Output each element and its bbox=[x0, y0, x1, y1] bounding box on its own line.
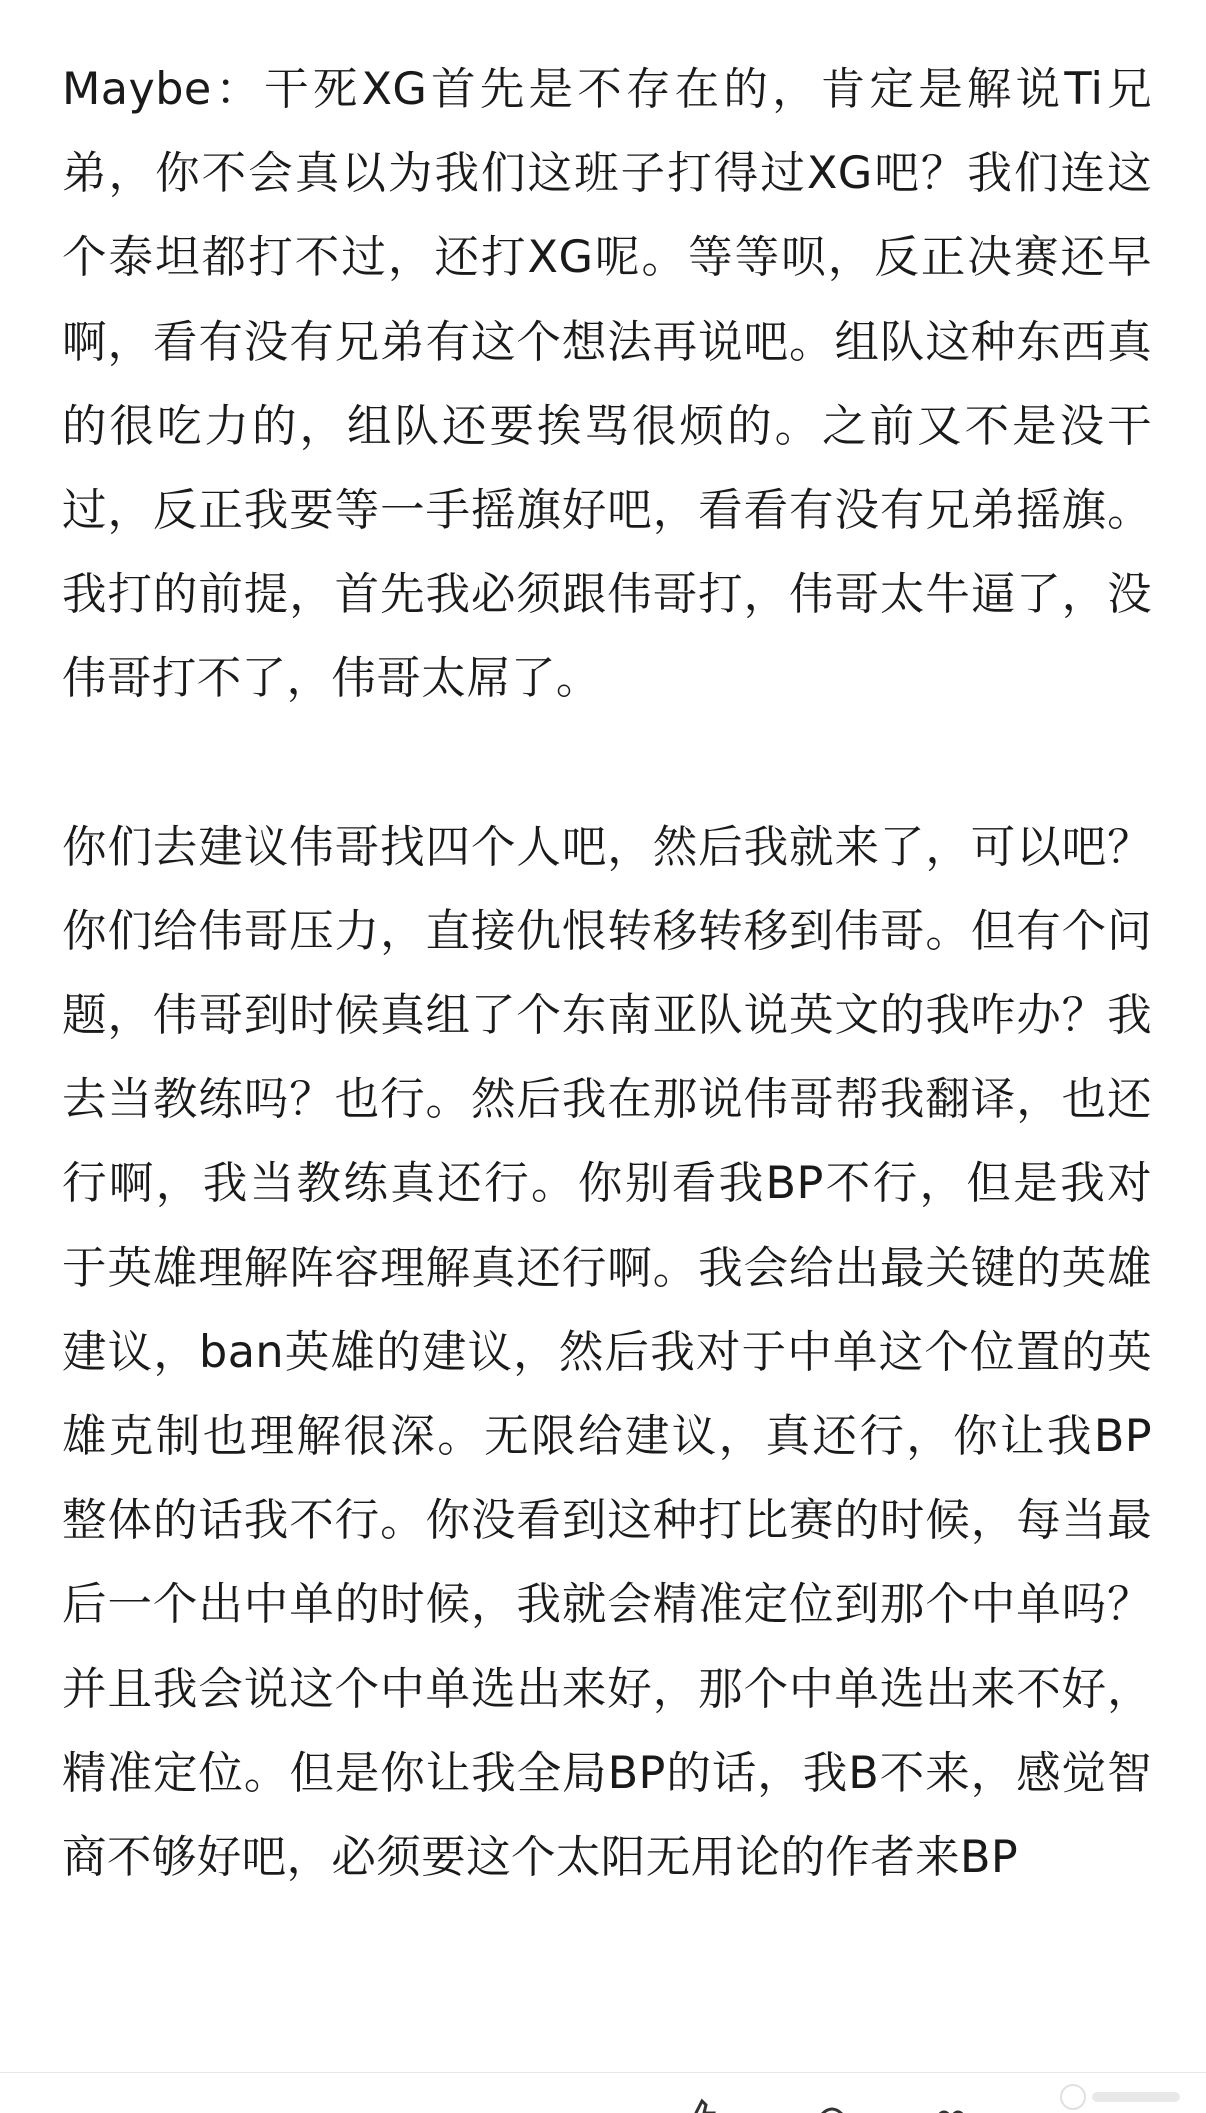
watermark-mark-icon bbox=[1060, 2084, 1086, 2110]
watermark-logo-icon bbox=[1060, 2082, 1180, 2112]
watermark-bar bbox=[1092, 2092, 1180, 2102]
like-icon[interactable] bbox=[930, 2095, 970, 2113]
article-paragraph-1: Maybe：干死XG首先是不存在的，肯定是解说Ti兄弟，你不会真以为我们这班子打得过XG吧？我们连这个泰坦都打不过，还打XG呢。等等呗，反正决赛还早啊，看有没有兄弟有这个想法再说吧。组队这种东西真的很吃力的，组队还要挨骂很烦的。之前又不是没干过，反正我要等一手摇旗好吧，看看有没有兄弟摇旗。我打的前提，首先我必须跟伟哥打，伟哥太牛逼了，没伟哥打不了，伟哥太屌了。 bbox=[62, 64, 1152, 705]
share-icon[interactable] bbox=[682, 2095, 722, 2113]
article-body bbox=[62, 48, 1152, 1900]
comment-icon[interactable] bbox=[812, 2095, 852, 2113]
bottom-action-bar bbox=[0, 2073, 1206, 2113]
article-paragraph-2: 你们去建议伟哥找四个人吧，然后我就来了，可以吧？你们给伟哥压力，直接仇恨转移转移到伟哥。但有个问题，伟哥到时候真组了个东南亚队说英文的我咋办？我去当教练吗？也行。然后我在那说伟哥帮我翻译，也还行啊，我当教练真还行。你别看我BP不行，但是我对于英雄理解阵容理解真还行啊。我会给出最关键的英雄建议，ban英雄的建议，然后我对于中单这个位置的英雄克制也理解很深。无限给建议，真还行，你让我BP整体的话我不行。你没看到这种打比赛的时候，每当最后一个出中单的时候，我就会精准定位到那个中单吗？并且我会说这个中单选出来好，那个中单选出来不好，精准定位。但是你让我全局BP的话，我B不来，感觉智商不够好吧，必须要这个太阳无用论的作者来BP bbox=[62, 821, 1152, 1884]
